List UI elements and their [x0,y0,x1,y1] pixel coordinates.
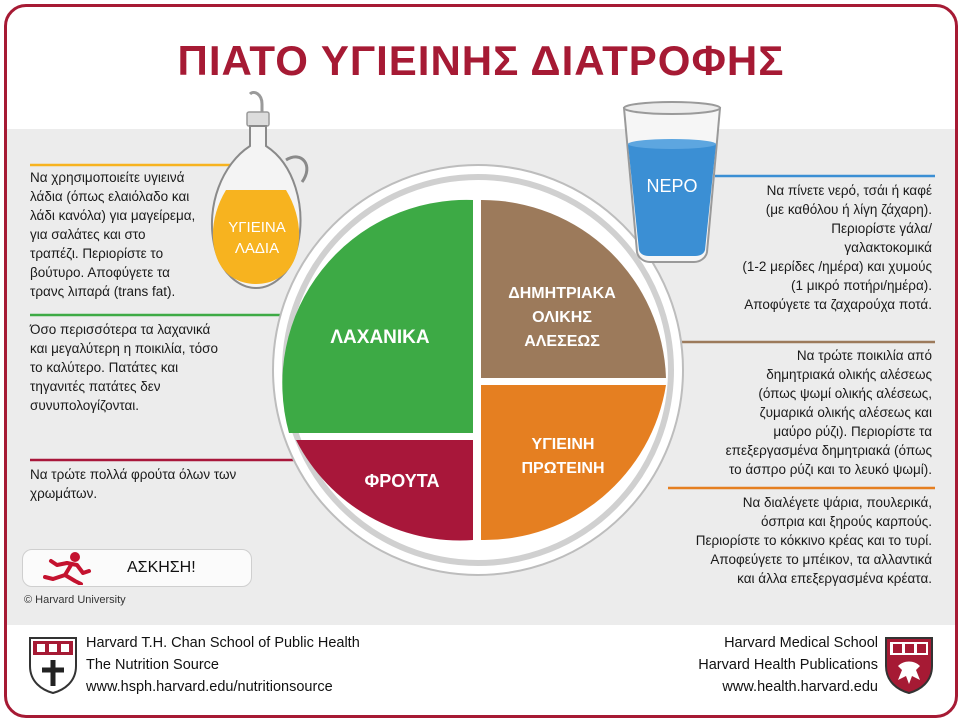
water-label: ΝΕΡΟ [646,176,698,196]
water-note-line: (με καθόλου ή λίγη ζάχαρη). [765,202,932,217]
oil-label-line2: ΛΑΔΙΑ [234,240,280,257]
vegetables-note-line: συνυπολογίζονται. [30,398,140,413]
water-note-line: Να πίνετε νερό, τσάι ή καφέ [766,183,932,198]
protein-label-line2: ΠΡΩΤΕΙΝΗ [521,460,605,477]
grains-note-line: ζυμαρικά ολικής αλέσεως και [759,405,932,420]
footer-hms-school: Harvard Medical School [724,635,878,651]
protein-note-line: όσπρια και ξηρούς καρπούς. [760,514,932,529]
fruits-note-line: χρωμάτων. [30,486,98,501]
grains-label-line1: ΔΗΜΗΤΡΙΑΚΑ [508,285,616,302]
copyright: © Harvard University [24,594,126,606]
footer-hsph-source: The Nutrition Source [86,657,219,673]
protein-note [696,493,932,588]
oils-note-line: τρανς λιπαρά (trans fat). [30,284,176,299]
footer-hsph-url[interactable]: www.hsph.harvard.edu/nutritionsource [86,679,333,695]
protein-note-line: και άλλα επεξεργασμένα κρέατα. [737,571,932,586]
vegetables-note-line: το καλύτερο. Πατάτες και [30,360,179,375]
runner-icon [31,551,101,585]
vegetables-note [30,320,218,415]
grains-note-line: μαύρο ρύζι). Περιορίστε τα [773,424,932,439]
water-note [742,181,932,314]
water-note-line: Αποφύγετε τα ζαχαρούχα ποτά. [744,297,932,312]
grains-note-line: επεξεργασμένα δημητριακά (όπως [725,443,932,458]
water-note-line: (1 μικρό ποτήρι/ημέρα). [791,278,932,293]
oils-note [30,168,195,301]
exercise-badge [22,549,252,587]
oil-label-line1: ΥΓΙΕΙΝΑ [228,219,286,236]
oil-bottle-icon [212,92,307,288]
fruits-label: ΦΡΟΥΤΑ [364,471,440,491]
grains-note-line: Να τρώτε ποικιλία από [796,348,932,363]
oils-note-line: λάδια (όπως ελαιόλαδο και [30,189,190,204]
water-note-line: γαλακτοκομικά [844,240,932,255]
footer-hms [698,632,878,698]
grains-label-line2: ΟΛΙΚΗΣ [532,309,592,326]
protein-note-line: Να διαλέγετε ψάρια, πουλερικά, [742,495,932,510]
protein-note-line: Περιορίστε το κόκκινο κρέας και το τυρί. [695,533,932,548]
grains-note [726,346,932,479]
footer-hms-publications: Harvard Health Publications [698,657,878,673]
exercise-label: ΑΣΚΗΣΗ! [127,559,196,576]
vegetables-note-line: Όσο περισσότερα τα λαχανικά [30,322,211,337]
protein-label-line1: ΥΓΙΕΙΝΗ [531,436,595,453]
vegetables-section [282,200,473,433]
grains-note-line: (όπως ψωμί ολικής αλέσεως, [758,386,932,401]
oils-note-line: Να χρησιμοποιείτε υγιεινά [30,170,185,185]
hms-shield-icon [884,636,934,694]
water-note-line: Περιορίστε γάλα/ [831,221,932,236]
water-note-line: (1-2 μερίδες /ημέρα) και χυμούς [742,259,932,274]
fruits-note [30,465,236,503]
oils-note-line: βούτυρο. Αποφύγετε τα [30,265,170,280]
grains-note-line: δημητριακά ολικής αλέσεως [766,367,932,382]
oils-note-line: τραπέζι. Περιορίστε το [30,246,164,261]
footer-hsph [86,632,360,698]
page-title: ΠΙΑΤΟ ΥΓΙΕΙΝΗΣ ΔΙΑΤΡΟΦΗΣ [177,37,785,84]
vegetables-note-line: τηγανιτές πατάτες δεν [30,379,161,394]
vegetables-note-line: και μεγαλύτερη η ποικιλία, τόσο [30,341,218,356]
footer-hsph-school: Harvard T.H. Chan School of Public Health [86,635,360,651]
footer-hms-url[interactable]: www.health.harvard.edu [722,679,878,695]
hsph-shield-icon [28,636,78,694]
grains-label-line3: ΑΛΕΣΕΩΣ [524,333,600,350]
fruits-note-line: Να τρώτε πολλά φρούτα όλων των [30,467,237,482]
grains-note-line: το άσπρο ρύζι και το λευκό ψωμί). [728,462,932,477]
oils-note-line: λάδι κανόλα) για μαγείρεμα, [30,208,196,223]
vegetables-label: ΛΑΧΑΝΙΚΑ [330,327,430,348]
protein-note-line: Αποφεύγετε το μπέικον, τα αλλαντικά [710,552,932,567]
oils-note-line: για σαλάτες και στο [30,227,146,242]
